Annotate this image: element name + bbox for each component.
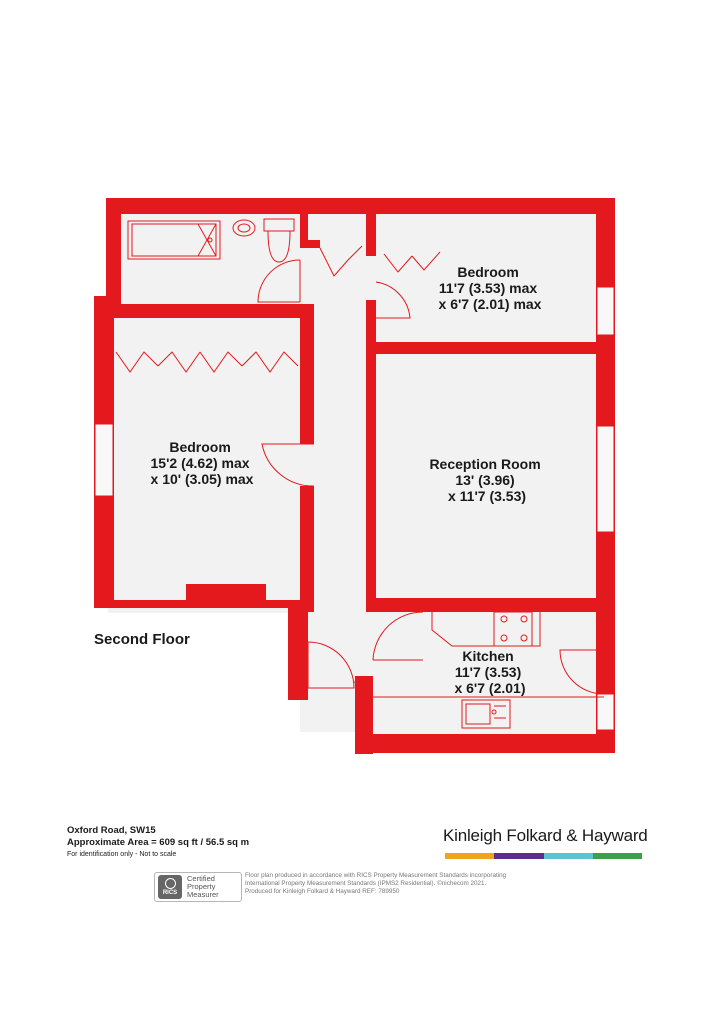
disclaimer: Floor plan produced in accordance with RICS Property Measurement Standards incorporating International Property Measurement Standards (IPMS2 Residential). ©nichecom 2021. Produced for Kinleigh Folkard & Hayward REF: 789950: [245, 872, 507, 895]
rics-text: Certified Property Measurer: [187, 874, 219, 899]
room-label-bedroom-2: Bedroom 15'2 (4.62) max x 10' (3.05) max: [150, 439, 254, 487]
rics-logo-icon: RICS: [158, 875, 182, 899]
room-label-reception: Reception Room 13' (3.96) x 11'7 (3.53): [429, 456, 541, 504]
room-label-bedroom-1: Bedroom 11'7 (3.53) max x 6'7 (2.01) max: [438, 264, 542, 312]
brand-color-4: [593, 853, 642, 859]
floor-label: Second Floor: [94, 631, 190, 648]
room-label-kitchen: Kitchen 11'7 (3.53) x 6'7 (2.01): [454, 648, 526, 696]
brand-color-bar: [445, 853, 642, 859]
brand-color-2: [494, 853, 543, 859]
rics-badge: [154, 872, 242, 902]
property-details: [67, 825, 249, 861]
brand-logo: Kinleigh Folkard & Hayward: [443, 826, 648, 845]
address: Oxford Road, SW15: [67, 825, 156, 836]
brand-color-1: [445, 853, 494, 859]
scale-note: For identification only - Not to scale: [67, 851, 177, 858]
brand-color-3: [544, 853, 593, 859]
area: Approximate Area = 609 sq ft / 56.5 sq m: [67, 837, 250, 848]
